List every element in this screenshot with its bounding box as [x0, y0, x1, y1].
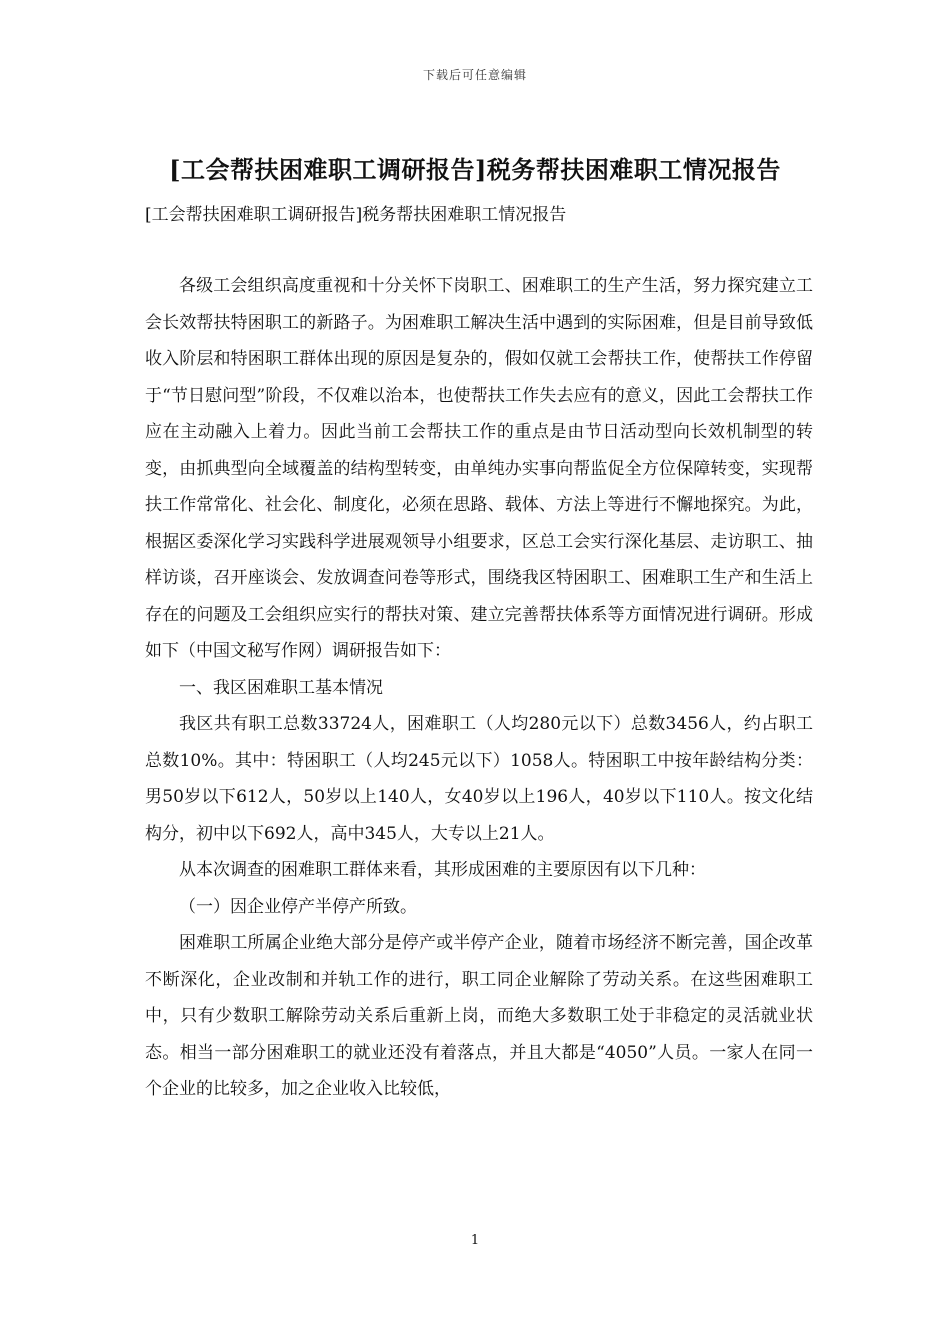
subsection-heading-1: （一）因企业停产半停产所致。	[179, 896, 417, 917]
paragraph-causes-intro: 从本次调查的困难职工群体来看，其形成困难的主要原因有以下几种：	[179, 860, 706, 880]
paragraph-statistics: 我区共有职工总数33724人，困难职工（人均280元以下）总数3456人，约占职工总数10%。其中：特困职工（人均245元以下）1058人。特困职工中按年龄结构分类：男50岁以下612人，50岁以上140人，女40岁以上196人，40岁以下110人。按文化结构分，初中以下692人，高中345人，大专以上21人。	[145, 714, 813, 844]
document-subtitle: [工会帮扶困难职工调研报告]税务帮扶困难职工情况报告	[145, 205, 567, 225]
page-number: 1	[470, 1233, 480, 1248]
paragraph-cause-detail: 困难职工所属企业绝大部分是停产或半停产企业，随着市场经济不断完善，国企改革不断深化，企业改制和并轨工作的进行，职工同企业解除了劳动关系。在这些困难职工中，只有少数职工解除劳动关系后重新上岗，而绝大多数职工处于非稳定的灵活就业状态。相当一部分困难职工的就业还没有着落点，并且大都是“4050”人员。一家人在同一个企业的比较多，加之企业收入比较低，	[145, 933, 813, 1099]
paragraph-intro: 各级工会组织高度重视和十分关怀下岗职工、困难职工的生产生活，努力探究建立工会长效帮扶特困职工的新路子。为困难职工解决生活中遇到的实际困难，但是目前导致低收入阶层和特困职工群体出现的原因是复杂的，假如仅就工会帮扶工作，使帮扶工作停留于“节日慰问型”阶段，不仅难以治本，也使帮扶工作失去应有的意义，因此工会帮扶工作应在主动融入上着力。因此当前工会帮扶工作的重点是由节日活动型向长效机制型的转变，由抓典型向全域覆盖的结构型转变，由单纯办实事向帮监促全方位保障转变，实现帮扶工作常常化、社会化、制度化，必须在思路、载体、方法上等进行不懈地探究。为此，根据区委深化学习实践科学进展观领导小组要求，区总工会实行深化基层、走访职工、抽样访谈，召开座谈会、发放调查问卷等形式，围绕我区特困职工、困难职工生产和生活上存在的问题及工会组织应实行的帮扶对策、建立完善帮扶体系等方面情况进行调研。形成如下（中国文秘写作网）调研报告如下：	[145, 276, 813, 661]
document-body	[145, 268, 813, 1108]
page-header-note: 下载后可任意编辑	[422, 68, 527, 82]
document-title: [工会帮扶困难职工调研报告]税务帮扶困难职工情况报告	[169, 155, 781, 184]
section-heading-1: 一、我区困难职工基本情况	[179, 677, 383, 698]
